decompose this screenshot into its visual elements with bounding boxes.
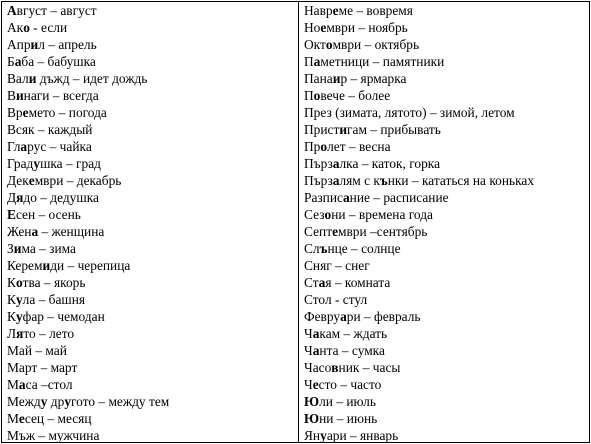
stressed-letter: е (320, 20, 327, 35)
entry-text: то – лето (23, 326, 75, 341)
vocab-entry (304, 138, 588, 155)
stressed-letter: у (15, 292, 23, 307)
entry-text: ди – черепица (50, 258, 131, 273)
entry-text: Навр (304, 3, 333, 18)
vocab-entry (7, 172, 295, 189)
entry-text: нки – кататься на коньках (387, 173, 535, 188)
vocab-entry (7, 274, 295, 291)
entry-text: Град (7, 156, 34, 171)
vocab-entry (304, 257, 588, 274)
entry-text: Вал (7, 71, 29, 86)
vocab-entry (7, 206, 295, 223)
entry-text: Пърз (304, 156, 333, 171)
stressed-letter: е (22, 105, 29, 120)
entry-text: Ст (304, 275, 319, 290)
stressed-letter: Ю (304, 394, 320, 409)
entry-text: Февру (304, 309, 341, 324)
entry-text: Разпис (304, 190, 343, 205)
vocab-entry (304, 359, 588, 376)
entry-text: вече – более (320, 88, 391, 103)
entry-text: я – комната (325, 275, 391, 290)
vocab-entry (304, 308, 588, 325)
entry-text: гам – прибывать (347, 122, 441, 137)
entry-text: л – апрель (38, 37, 97, 52)
stressed-letter: А (7, 3, 17, 18)
entry-text: Пърз (304, 173, 333, 188)
entry-text: мври –сентябрь (338, 224, 428, 239)
vocab-entry (7, 223, 295, 240)
entry-text: ма – зима (21, 241, 76, 256)
entry-text: К (7, 275, 16, 290)
vocab-entry (304, 53, 588, 70)
vocab-entry (7, 427, 295, 444)
entry-text: Ч (304, 377, 313, 392)
entry-text: лям с к (339, 173, 380, 188)
entry-text: Д (7, 190, 17, 205)
vocab-entry (304, 104, 588, 121)
entry-text: – женщина (38, 224, 105, 239)
vocab-entry (7, 393, 295, 410)
stressed-letter: и (28, 71, 37, 86)
entry-text: Септ (304, 224, 333, 239)
vocab-entry (304, 121, 588, 138)
stressed-letter: а (342, 190, 350, 205)
stressed-letter: у (64, 394, 72, 409)
entry-text: - если (29, 20, 68, 35)
entry-text: Дек (7, 173, 29, 188)
entry-text: ни – времена года (331, 207, 433, 222)
vocab-entry (7, 2, 295, 19)
entry-text: К (7, 309, 16, 324)
vocab-entry (304, 2, 588, 19)
entry-text: В (7, 88, 16, 103)
stressed-letter: а (340, 309, 347, 324)
vocab-entry (7, 308, 295, 325)
stressed-letter: о (325, 37, 333, 52)
entry-text: наги – всегда (23, 88, 99, 103)
entry-text: Ч (304, 343, 313, 358)
entry-text: ник – часы (338, 360, 401, 375)
entry-text: Ч (304, 326, 313, 341)
stressed-letter: о (15, 275, 23, 290)
vocab-entry (304, 274, 588, 291)
stressed-letter: а (14, 54, 22, 69)
stressed-letter: и (13, 241, 22, 256)
vocab-entry (7, 257, 295, 274)
entry-text: К (7, 292, 16, 307)
entry-text: Л (7, 326, 17, 341)
entry-text: П (304, 54, 314, 69)
stressed-letter: Ю (304, 411, 320, 426)
vocab-entry (304, 70, 588, 87)
entry-text: Стол - стул (304, 292, 368, 307)
entry-text: ли – июль (319, 394, 376, 409)
entry-text: Мъж – мужчина (7, 428, 100, 443)
entry-text: нта – сумка (319, 343, 385, 358)
entry-text: Межд (7, 394, 41, 409)
stressed-letter: и (339, 122, 348, 137)
left-column (7, 2, 295, 444)
entry-text: сто – часто (318, 377, 382, 392)
stressed-letter: и (332, 71, 341, 86)
entry-text: ние – расписание (349, 190, 449, 205)
stressed-letter: а (313, 54, 321, 69)
entry-text: кам – ждать (319, 326, 388, 341)
entry-text: ме – вовремя (338, 3, 413, 18)
entry-text: Май – май (7, 343, 67, 358)
vocab-entry (304, 155, 588, 172)
entry-text: мври – декабрь (34, 173, 122, 188)
entry-text: дъжд – идет дождь (36, 71, 148, 86)
entry-text: Всяк – каждый (7, 122, 93, 137)
entry-text: др (47, 394, 65, 409)
entry-text: Март – март (7, 360, 78, 375)
vocab-entry (304, 206, 588, 223)
stressed-letter: о (23, 20, 30, 35)
entry-text: Сл (304, 241, 320, 256)
entry-text: шка – град (40, 156, 101, 171)
entry-text: През (зимата, лятото) – зимой, летом (304, 105, 515, 120)
stressed-letter: е (332, 224, 339, 239)
entry-text: тва – якорь (22, 275, 86, 290)
entry-text: мето – погода (28, 105, 107, 120)
vocabulary-table (1, 1, 590, 443)
entry-text: лет – весна (327, 139, 391, 154)
entry-text: М (7, 377, 19, 392)
entry-text: ари – январь (326, 428, 399, 443)
stressed-letter: Е (7, 207, 16, 222)
entry-text: Жен (7, 224, 32, 239)
stressed-letter: а (20, 139, 28, 154)
entry-text: Часо (304, 360, 332, 375)
stressed-letter: и (30, 37, 39, 52)
vocab-entry (304, 291, 588, 308)
stressed-letter: а (31, 224, 39, 239)
vocab-entry (304, 172, 588, 189)
stressed-letter: у (320, 428, 327, 443)
entry-text: З (7, 241, 14, 256)
vocab-entry (7, 121, 295, 138)
vocab-entry (304, 427, 588, 444)
entry-text: Б (7, 54, 15, 69)
stressed-letter: в (331, 360, 339, 375)
vocab-entry (304, 19, 588, 36)
vocab-entry (7, 87, 295, 104)
stressed-letter: а (312, 326, 320, 341)
stressed-letter: и (42, 258, 51, 273)
entry-text: Ак (7, 20, 24, 35)
stressed-letter: о (313, 88, 321, 103)
stressed-letter: е (312, 377, 319, 392)
stressed-letter: я (16, 326, 24, 341)
entry-text: Пана (304, 71, 333, 86)
vocab-entry (304, 223, 588, 240)
entry-text: лка – каток, горка (339, 156, 441, 171)
vocab-entry (7, 240, 295, 257)
entry-text: мври – октябрь (332, 37, 420, 52)
vocab-entry (7, 138, 295, 155)
entry-text: Пр (304, 139, 321, 154)
stressed-letter: о (324, 207, 332, 222)
vocab-entry (7, 359, 295, 376)
entry-text: ба – бабушка (21, 54, 96, 69)
stressed-letter: у (40, 394, 48, 409)
entry-text: рус – чайка (27, 139, 92, 154)
entry-text: фар – чемодан (22, 309, 105, 324)
stressed-letter: о (320, 139, 328, 154)
stressed-letter: и (15, 88, 24, 103)
entry-text: Прист (304, 122, 340, 137)
vocab-entry (7, 53, 295, 70)
vocab-entry (304, 376, 588, 393)
stressed-letter: я (16, 190, 24, 205)
entry-text: Но (304, 20, 321, 35)
entry-text: нце – солнце (327, 241, 401, 256)
entry-text: ла – башня (22, 292, 86, 307)
vocab-entry (304, 342, 588, 359)
vocab-entry (304, 240, 588, 257)
vocab-entry (7, 342, 295, 359)
entry-text: са –стол (25, 377, 73, 392)
stressed-letter: а (18, 377, 26, 392)
vocab-entry (7, 36, 295, 53)
vocab-entry (7, 376, 295, 393)
right-column (304, 2, 588, 444)
entry-text: Вр (7, 105, 23, 120)
entry-text: М (7, 411, 19, 426)
vocab-entry (7, 70, 295, 87)
entry-text: ри – февраль (346, 309, 421, 324)
stressed-letter: ъ (379, 173, 388, 188)
vocab-entry (7, 104, 295, 121)
stressed-letter: а (312, 343, 320, 358)
entry-text: метници – памятники (320, 54, 445, 69)
entry-text: сец – месяц (24, 411, 92, 426)
stressed-letter: а (332, 156, 340, 171)
stressed-letter: е (332, 3, 339, 18)
stressed-letter: у (15, 309, 23, 324)
vocab-entry (7, 19, 295, 36)
vocab-entry (304, 325, 588, 342)
vocab-entry (304, 36, 588, 53)
stressed-letter: е (28, 173, 35, 188)
entry-text: мври – ноябрь (326, 20, 408, 35)
entry-text: гото – между тем (71, 394, 170, 409)
vocab-entry (7, 410, 295, 427)
column-divider (298, 2, 299, 442)
entry-text: Сняг – снег (304, 258, 370, 273)
entry-text: сен – осень (15, 207, 81, 222)
entry-text: Керем (7, 258, 43, 273)
vocab-entry (304, 410, 588, 427)
entry-text: ни – июнь (319, 411, 378, 426)
entry-text: вгуст – август (16, 3, 97, 18)
vocab-entry (7, 325, 295, 342)
stressed-letter: а (318, 275, 326, 290)
vocab-entry (7, 291, 295, 308)
entry-text: П (304, 88, 314, 103)
vocab-entry (304, 393, 588, 410)
vocab-entry (304, 189, 588, 206)
stressed-letter: ъ (319, 241, 328, 256)
entry-text: Сез (304, 207, 325, 222)
stressed-letter: у (33, 156, 41, 171)
vocab-entry (7, 155, 295, 172)
entry-text: Апр (7, 37, 31, 52)
vocab-entry (7, 189, 295, 206)
entry-text: р – ярмарка (340, 71, 407, 86)
entry-text: Окт (304, 37, 326, 52)
vocab-entry (304, 87, 588, 104)
stressed-letter: е (18, 411, 25, 426)
entry-text: Гл (7, 139, 21, 154)
stressed-letter: а (332, 173, 340, 188)
entry-text: до – дедушка (23, 190, 99, 205)
entry-text: Ян (304, 428, 321, 443)
